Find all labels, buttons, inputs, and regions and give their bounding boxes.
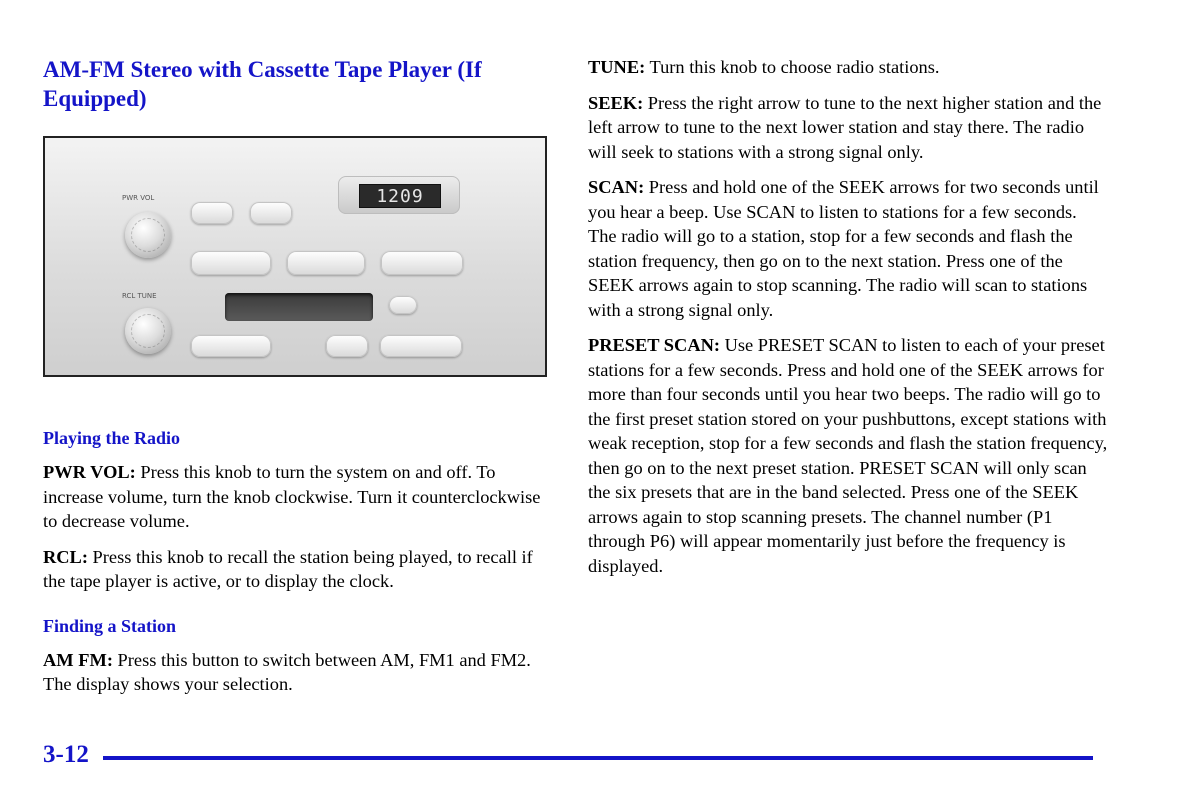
radio-illustration [43, 136, 547, 377]
left-column [43, 55, 553, 113]
tune-paragraph [588, 55, 1108, 80]
right-column [588, 55, 1108, 578]
tape-direction-buttons [380, 335, 462, 357]
preset-scan-paragraph [588, 333, 1108, 578]
tune-text: Turn this knob to choose radio stations. [645, 57, 940, 77]
section-title: AM-FM Stereo with Cassette Tape Player (If Equipped) [43, 57, 482, 111]
ampm-button [250, 202, 292, 224]
seek-buttons [191, 335, 271, 357]
eject-button [389, 296, 417, 314]
rev-button [326, 335, 368, 357]
rcl-text: Press this knob to recall the station being played, to recall if the tape player is active, or to display the clock. [43, 546, 533, 591]
scan-term: SCAN: [588, 177, 645, 197]
cassette-slot [225, 293, 373, 321]
am-fm-text: Press this button to switch between AM, FM1 and FM2. The display shows your selection. [43, 649, 531, 694]
rcl-tune-knob-label: RCL TUNE [122, 292, 157, 300]
seek-term: SEEK: [588, 92, 644, 113]
pwr-vol-knob [125, 212, 171, 258]
preset-buttons-5-6 [381, 251, 463, 275]
pwr-vol-term: PWR VOL: [43, 462, 136, 482]
scan-text: Press and hold one of the SEEK arrows for two seconds until you hear a beep. Use SCAN to listen to stations for a few seconds. The radio will go to a station, stop for a few seconds and flash the station frequency, then go on to the next station. Press one of the SEEK arrows again to stop scanning. The radio will scan to stations with a strong signal only. [588, 177, 1099, 320]
rcl-term: RCL: [43, 546, 88, 567]
clock-readout: 1209 [376, 186, 424, 207]
pwr-vol-paragraph [43, 460, 553, 534]
playing-radio-heading: Playing the Radio [43, 428, 181, 448]
am-fm-term: AM FM: [43, 649, 113, 670]
pwr-vol-text: Press this knob to turn the system on and off. To increase volume, turn the knob clockwise. Turn it counterclockwise to decrease volume. [43, 462, 541, 531]
radio-display-bezel [338, 176, 460, 214]
footer-rule [103, 756, 1093, 760]
left-body [43, 427, 553, 697]
preset-buttons-1-2 [191, 251, 271, 275]
seek-text: Press the right arrow to tune to the next higher station and the left arrow to tune to the next lower station and stay there. The radio will seek to stations with a strong signal only. [588, 92, 1102, 162]
scan-paragraph [588, 175, 1108, 322]
preset-scan-term: PRESET SCAN: [588, 335, 721, 355]
tune-term: TUNE: [588, 57, 646, 77]
radio-faceplate [45, 138, 545, 375]
finding-station-heading: Finding a Station [43, 615, 177, 636]
radio-display [359, 184, 441, 208]
rcl-paragraph [43, 545, 553, 594]
seek-paragraph [588, 91, 1108, 165]
preset-buttons-3-4 [287, 251, 365, 275]
band-button [191, 202, 233, 224]
pwr-vol-knob-label: PWR VOL [122, 194, 155, 202]
page-number: 3-12 [43, 741, 89, 768]
rcl-tune-knob [125, 308, 171, 354]
am-fm-paragraph [43, 648, 553, 697]
preset-scan-text: Use PRESET SCAN to listen to each of your preset stations for a few seconds. Press and hold one of the SEEK arrows for more than four seconds until you hear two beeps. The radio will go to the first preset station stored on your pushbuttons, except stations with weak reception, stop for a few seconds and flash the station frequency, then go on to the next preset station. PRESET SCAN will only scan the six presets that are in the band selected. Press one of the SEEK arrows again to stop scanning presets. The channel number (P1 through P6) will appear momentarily just before the frequency is displayed. [588, 335, 1108, 576]
